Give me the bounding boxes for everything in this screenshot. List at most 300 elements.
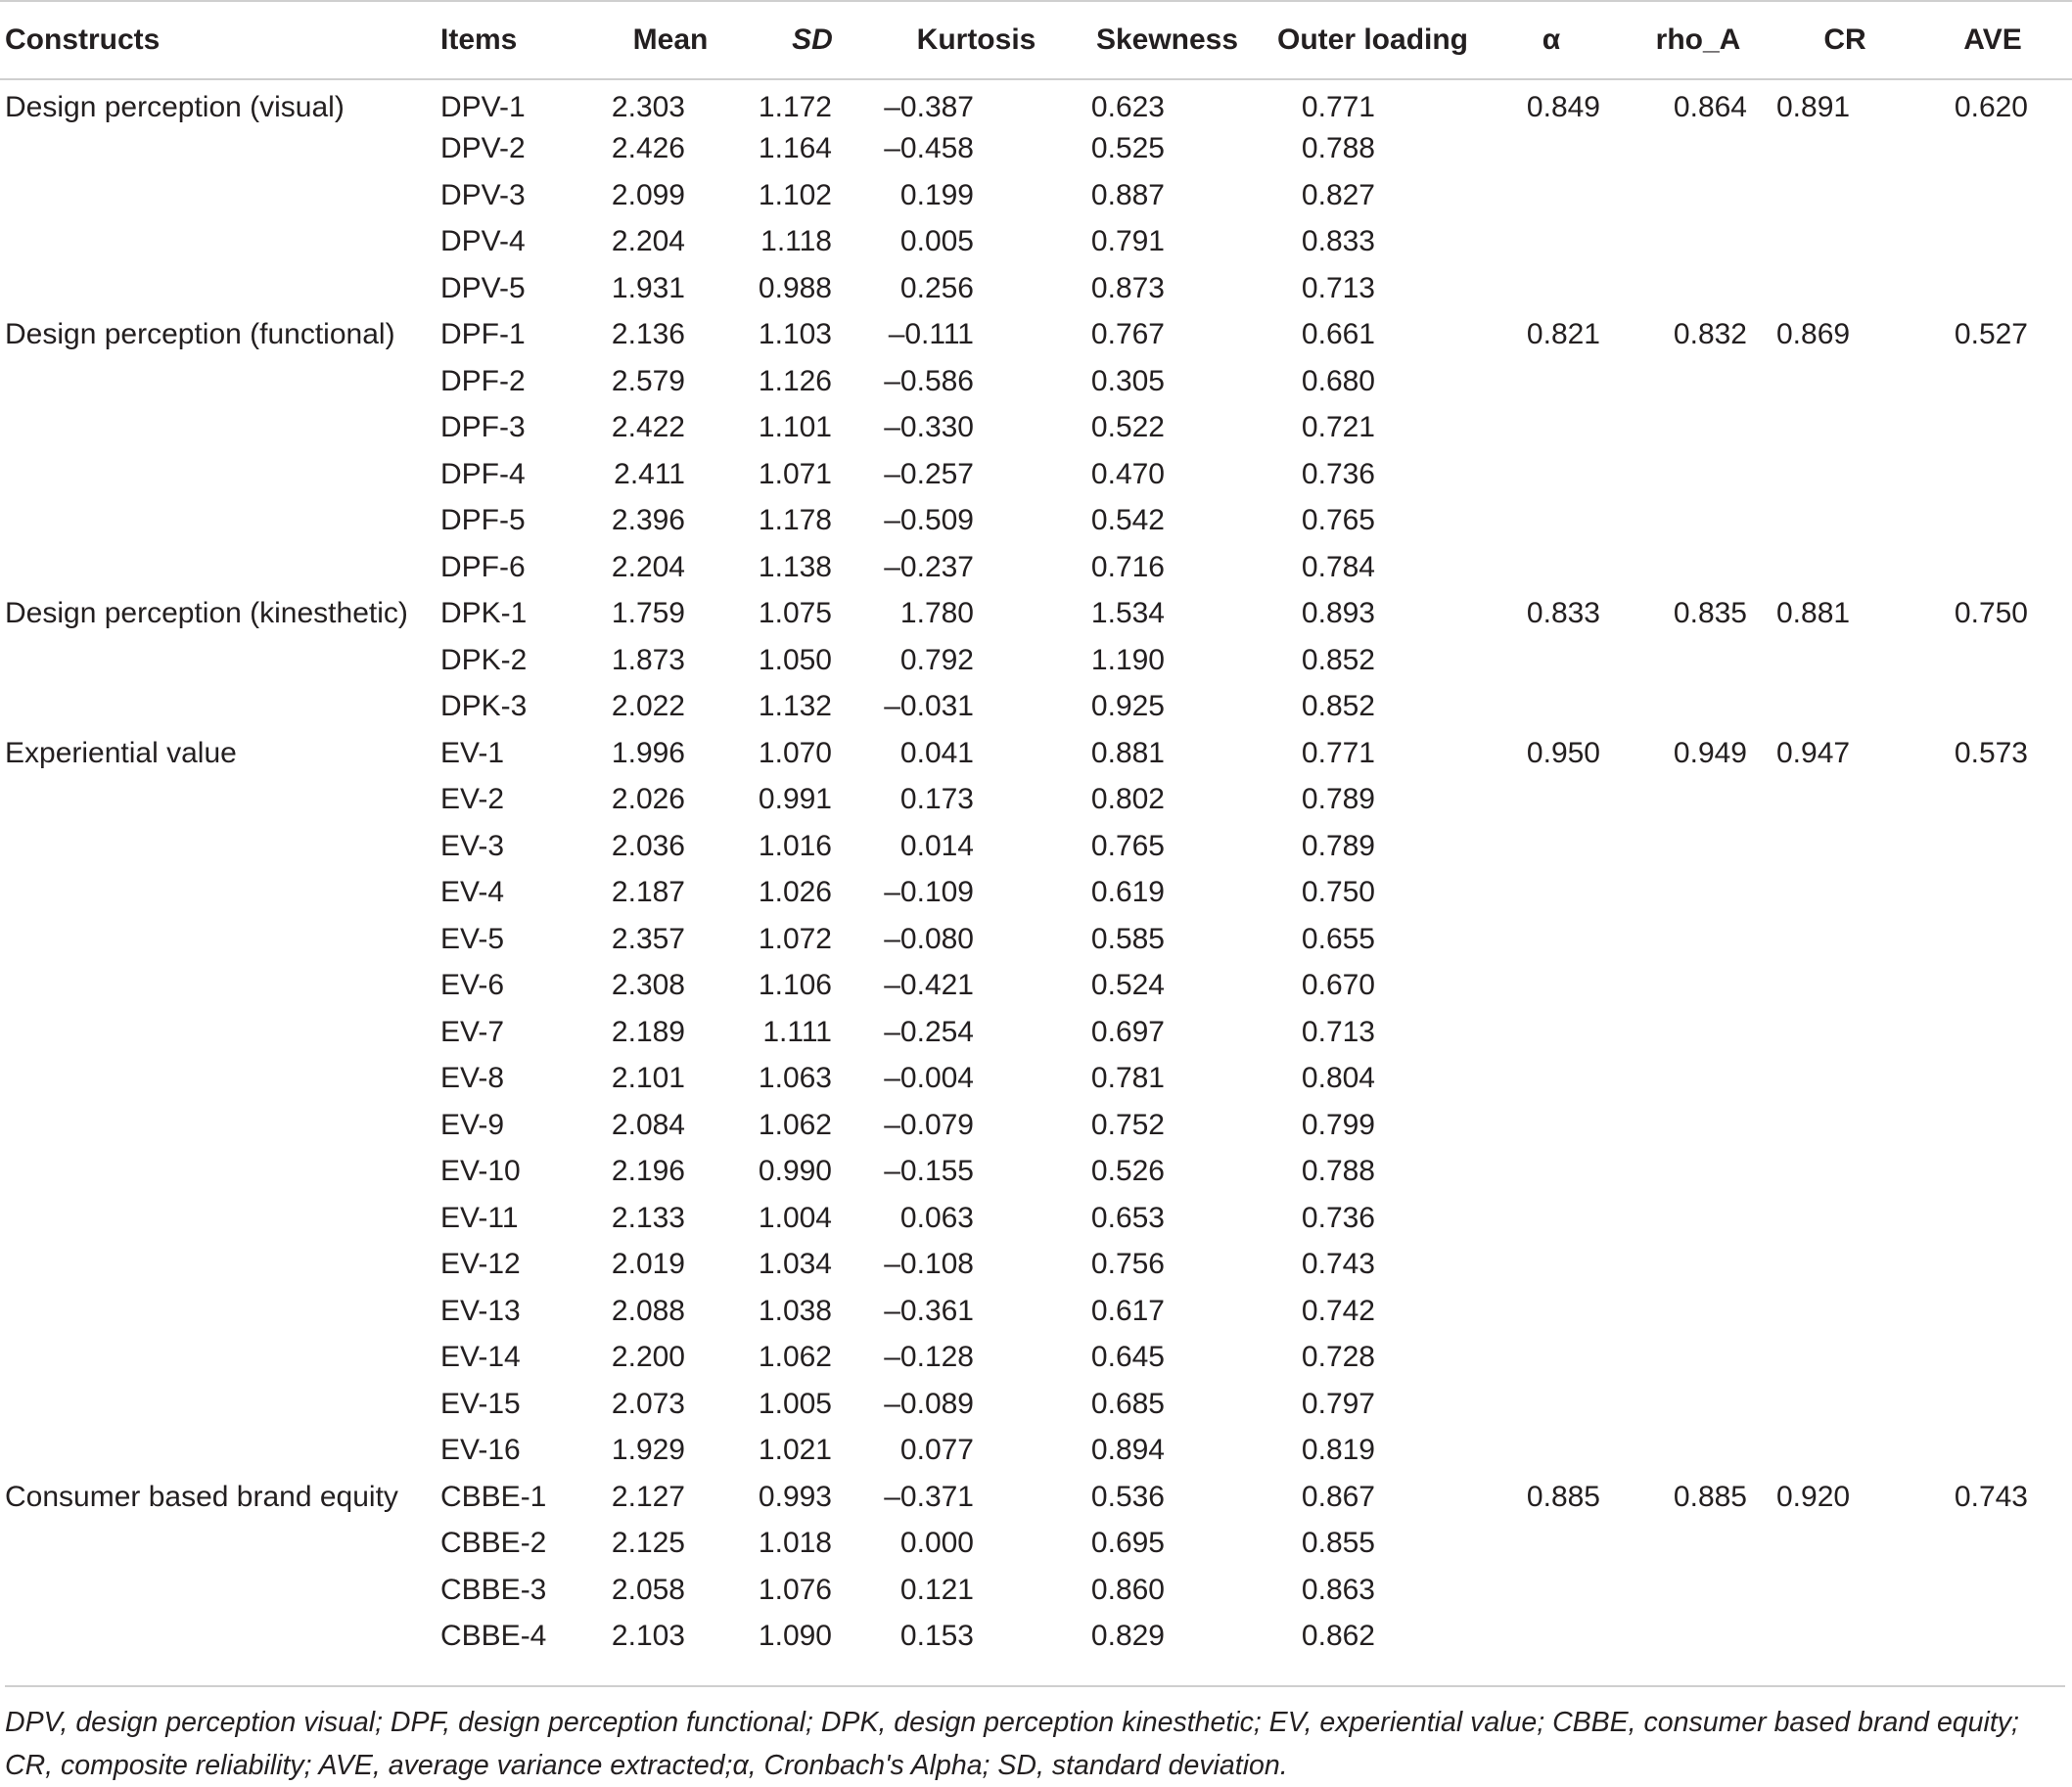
item-cell: EV-6 <box>440 969 505 1002</box>
ave-cell: 0.750 <box>1954 597 2028 630</box>
cr-cell <box>1776 963 1913 1010</box>
kurtosis-cell: 0.121 <box>899 1573 974 1606</box>
item-cell: DPK-1 <box>440 597 528 630</box>
alpha-cell <box>1483 1009 1620 1056</box>
cr-cell <box>1776 498 1913 545</box>
rho-a-cell: 0.949 <box>1673 736 1747 769</box>
ave-cell <box>1913 1567 2072 1614</box>
sd-cell: 1.034 <box>758 1248 832 1281</box>
cr-cell: 0.881 <box>1776 597 1851 630</box>
kurtosis-cell: –0.330 <box>884 411 974 444</box>
rho-a-cell <box>1620 1335 1776 1382</box>
ave-cell <box>1913 498 2072 545</box>
rho-a-cell <box>1620 637 1776 684</box>
construct-cell <box>0 1102 440 1149</box>
ave-cell <box>1913 172 2072 219</box>
alpha-cell: 0.849 <box>1526 91 1600 124</box>
construct-cell: Experiential value <box>5 736 237 769</box>
cr-cell <box>1776 219 1913 266</box>
ave-cell: 0.620 <box>1954 91 2028 124</box>
table-row <box>0 1056 2072 1103</box>
cr-cell <box>1776 1242 1913 1289</box>
kurtosis-cell: –0.257 <box>884 457 974 490</box>
item-cell: EV-16 <box>440 1434 521 1467</box>
header-outer-loading: Outer loading <box>1263 1 1483 79</box>
ave-cell <box>1913 126 2072 173</box>
mean-cell: 2.036 <box>611 829 685 862</box>
table-row <box>0 79 2072 126</box>
outer-loading-cell: 0.852 <box>1301 643 1375 676</box>
table-row <box>0 1567 2072 1614</box>
skewness-cell: 0.765 <box>1090 829 1165 862</box>
outer-loading-cell: 0.765 <box>1301 504 1375 537</box>
table-row <box>0 684 2072 731</box>
table-row <box>0 405 2072 452</box>
kurtosis-cell: –0.031 <box>884 690 974 723</box>
ave-cell <box>1913 1521 2072 1568</box>
cr-cell <box>1776 1149 1913 1196</box>
alpha-cell <box>1483 1521 1620 1568</box>
kurtosis-cell: 0.173 <box>899 783 974 816</box>
sd-cell: 1.004 <box>758 1201 832 1234</box>
ave-cell <box>1913 544 2072 591</box>
alpha-cell <box>1483 963 1620 1010</box>
outer-loading-cell: 0.670 <box>1301 969 1375 1002</box>
skewness-cell: 0.617 <box>1090 1294 1165 1327</box>
skewness-cell: 0.653 <box>1090 1201 1165 1234</box>
table-row <box>0 1381 2072 1428</box>
mean-cell: 2.579 <box>611 364 685 397</box>
item-cell: EV-11 <box>440 1201 519 1234</box>
sd-cell: 1.106 <box>758 969 832 1002</box>
ave-cell <box>1913 1288 2072 1335</box>
table-row <box>0 1149 2072 1196</box>
sd-cell: 1.101 <box>758 411 832 444</box>
construct-cell <box>0 405 440 452</box>
kurtosis-cell: –0.237 <box>884 550 974 583</box>
rho-a-cell <box>1620 1195 1776 1242</box>
construct-cell <box>0 1335 440 1382</box>
sd-cell: 1.172 <box>758 91 832 124</box>
kurtosis-cell: –0.111 <box>888 318 974 351</box>
rho-a-cell <box>1620 777 1776 824</box>
skewness-cell: 0.873 <box>1090 271 1165 304</box>
mean-cell: 2.204 <box>611 550 685 583</box>
alpha-cell <box>1483 916 1620 963</box>
sd-cell: 1.026 <box>758 876 832 909</box>
table-row <box>0 1335 2072 1382</box>
ave-cell <box>1913 1149 2072 1196</box>
outer-loading-cell: 0.655 <box>1301 922 1375 955</box>
skewness-cell: 0.619 <box>1090 876 1165 909</box>
alpha-cell: 0.885 <box>1526 1480 1600 1513</box>
construct-cell: Consumer based brand equity <box>5 1480 398 1513</box>
mean-cell: 2.073 <box>611 1387 685 1420</box>
alpha-cell <box>1483 1288 1620 1335</box>
cr-cell <box>1776 916 1913 963</box>
header-items: Items <box>440 1 597 79</box>
skewness-cell: 0.802 <box>1090 783 1165 816</box>
mean-cell: 2.303 <box>611 91 685 124</box>
kurtosis-cell: 0.792 <box>899 643 974 676</box>
ave-cell: 0.527 <box>1954 318 2028 351</box>
kurtosis-cell: 0.005 <box>899 225 974 258</box>
ave-cell <box>1913 1102 2072 1149</box>
alpha-cell <box>1483 544 1620 591</box>
header-ave: AVE <box>1913 1 2072 79</box>
skewness-cell: 1.190 <box>1090 643 1165 676</box>
ave-cell <box>1913 1195 2072 1242</box>
skewness-cell: 0.525 <box>1090 132 1165 165</box>
rho-a-cell <box>1620 1428 1776 1475</box>
rho-a-cell: 0.864 <box>1673 91 1747 124</box>
cr-cell <box>1776 1381 1913 1428</box>
table-row <box>0 1474 2072 1521</box>
rho-a-cell <box>1620 126 1776 173</box>
cr-cell: 0.869 <box>1776 318 1851 351</box>
table-row <box>0 823 2072 870</box>
outer-loading-cell: 0.680 <box>1301 364 1375 397</box>
cr-cell <box>1776 126 1913 173</box>
cr-cell <box>1776 358 1913 405</box>
skewness-cell: 0.756 <box>1090 1248 1165 1281</box>
kurtosis-cell: 0.077 <box>899 1434 974 1467</box>
alpha-cell <box>1483 1614 1620 1678</box>
mean-cell: 2.357 <box>611 922 685 955</box>
outer-loading-cell: 0.862 <box>1301 1619 1375 1652</box>
construct-cell <box>0 172 440 219</box>
skewness-cell: 0.767 <box>1090 318 1165 351</box>
construct-cell <box>0 684 440 731</box>
alpha-cell <box>1483 405 1620 452</box>
item-cell: EV-4 <box>440 876 505 909</box>
construct-cell <box>0 777 440 824</box>
table-row <box>0 312 2072 359</box>
cr-cell <box>1776 1009 1913 1056</box>
kurtosis-cell: 0.000 <box>899 1527 974 1560</box>
skewness-cell: 0.781 <box>1090 1062 1165 1095</box>
construct-cell: Design perception (functional) <box>5 318 395 351</box>
item-cell: DPV-1 <box>440 91 526 124</box>
mean-cell: 2.103 <box>611 1619 685 1652</box>
table-row <box>0 591 2072 638</box>
outer-loading-cell: 0.771 <box>1301 91 1375 124</box>
header-constructs: Constructs <box>0 1 440 79</box>
outer-loading-cell: 0.833 <box>1301 225 1375 258</box>
mean-cell: 2.125 <box>611 1527 685 1560</box>
sd-cell: 0.988 <box>758 271 832 304</box>
construct-cell <box>0 1056 440 1103</box>
cr-cell <box>1776 1288 1913 1335</box>
item-cell: DPF-6 <box>440 550 526 583</box>
alpha-cell <box>1483 451 1620 498</box>
rho-a-cell <box>1620 172 1776 219</box>
ave-cell <box>1913 451 2072 498</box>
ave-cell <box>1913 358 2072 405</box>
skewness-cell: 0.542 <box>1090 504 1165 537</box>
construct-cell <box>0 126 440 173</box>
rho-a-cell <box>1620 498 1776 545</box>
outer-loading-cell: 0.863 <box>1301 1573 1375 1606</box>
table-row <box>0 451 2072 498</box>
rho-a-cell <box>1620 1614 1776 1678</box>
skewness-cell: 0.522 <box>1090 411 1165 444</box>
skewness-cell: 0.536 <box>1090 1480 1165 1513</box>
alpha-cell <box>1483 637 1620 684</box>
ave-cell <box>1913 637 2072 684</box>
skewness-cell: 0.881 <box>1090 736 1165 769</box>
header-kurtosis: Kurtosis <box>881 1 1072 79</box>
outer-loading-cell: 0.736 <box>1301 457 1375 490</box>
construct-cell <box>0 1195 440 1242</box>
cr-cell <box>1776 684 1913 731</box>
cr-cell <box>1776 1056 1913 1103</box>
alpha-cell <box>1483 1195 1620 1242</box>
cr-cell: 0.947 <box>1776 736 1851 769</box>
outer-loading-cell: 0.893 <box>1301 597 1375 630</box>
mean-cell: 2.422 <box>611 411 685 444</box>
outer-loading-cell: 0.721 <box>1301 411 1375 444</box>
mean-cell: 1.931 <box>611 271 685 304</box>
alpha-cell <box>1483 777 1620 824</box>
alpha-cell <box>1483 870 1620 917</box>
ave-cell <box>1913 1009 2072 1056</box>
sd-cell: 1.063 <box>758 1062 832 1095</box>
item-cell: DPV-2 <box>440 132 526 165</box>
item-cell: DPV-3 <box>440 178 526 211</box>
rho-a-cell <box>1620 1521 1776 1568</box>
sd-cell: 1.071 <box>758 457 832 490</box>
alpha-cell <box>1483 1381 1620 1428</box>
kurtosis-cell: –0.155 <box>884 1155 974 1188</box>
mean-cell: 2.058 <box>611 1573 685 1606</box>
sd-cell: 1.062 <box>758 1341 832 1374</box>
outer-loading-cell: 0.788 <box>1301 1155 1375 1188</box>
mean-cell: 2.396 <box>611 504 685 537</box>
mean-cell: 2.019 <box>611 1248 685 1281</box>
rho-a-cell <box>1620 963 1776 1010</box>
item-cell: DPF-1 <box>440 318 526 351</box>
kurtosis-cell: 0.153 <box>899 1619 974 1652</box>
kurtosis-cell: 0.014 <box>899 829 974 862</box>
sd-cell: 1.050 <box>758 643 832 676</box>
rho-a-cell <box>1620 451 1776 498</box>
skewness-cell: 0.697 <box>1090 1015 1165 1048</box>
skewness-cell: 0.860 <box>1090 1573 1165 1606</box>
sd-cell: 1.038 <box>758 1294 832 1327</box>
construct-cell <box>0 1242 440 1289</box>
kurtosis-cell: –0.361 <box>884 1294 974 1327</box>
alpha-cell <box>1483 1567 1620 1614</box>
skewness-cell: 0.887 <box>1090 178 1165 211</box>
cr-cell <box>1776 405 1913 452</box>
rho-a-cell <box>1620 823 1776 870</box>
rho-a-cell <box>1620 1242 1776 1289</box>
item-cell: EV-8 <box>440 1062 505 1095</box>
rho-a-cell <box>1620 265 1776 312</box>
outer-loading-cell: 0.799 <box>1301 1108 1375 1141</box>
sd-cell: 1.178 <box>758 504 832 537</box>
ave-cell <box>1913 684 2072 731</box>
sd-cell: 1.062 <box>758 1108 832 1141</box>
rho-a-cell <box>1620 684 1776 731</box>
kurtosis-cell: 0.256 <box>899 271 974 304</box>
table-row <box>0 1195 2072 1242</box>
construct-cell <box>0 870 440 917</box>
rho-a-cell: 0.885 <box>1673 1480 1747 1513</box>
item-cell: EV-9 <box>440 1108 505 1141</box>
sd-cell: 1.018 <box>758 1527 832 1560</box>
skewness-cell: 0.791 <box>1090 225 1165 258</box>
construct-cell: Design perception (visual) <box>5 91 345 124</box>
outer-loading-cell: 0.728 <box>1301 1341 1375 1374</box>
alpha-cell <box>1483 1335 1620 1382</box>
rho-a-cell <box>1620 1056 1776 1103</box>
rho-a-cell: 0.832 <box>1673 318 1747 351</box>
skewness-cell: 0.716 <box>1090 550 1165 583</box>
skewness-cell: 0.685 <box>1090 1387 1165 1420</box>
skewness-cell: 0.524 <box>1090 969 1165 1002</box>
kurtosis-cell: –0.079 <box>884 1108 974 1141</box>
cr-cell <box>1776 1428 1913 1475</box>
outer-loading-cell: 0.661 <box>1301 318 1375 351</box>
sd-cell: 1.005 <box>758 1387 832 1420</box>
cr-cell <box>1776 172 1913 219</box>
construct-cell <box>0 1149 440 1196</box>
header-skewness: Skewness <box>1072 1 1263 79</box>
kurtosis-cell: –0.109 <box>884 876 974 909</box>
cr-cell: 0.920 <box>1776 1480 1851 1513</box>
sd-cell: 1.021 <box>758 1434 832 1467</box>
skewness-cell: 0.470 <box>1090 457 1165 490</box>
skewness-cell: 1.534 <box>1090 597 1165 630</box>
item-cell: CBBE-3 <box>440 1573 547 1606</box>
skewness-cell: 0.925 <box>1090 690 1165 723</box>
ave-cell <box>1913 1381 2072 1428</box>
kurtosis-cell: –0.128 <box>884 1341 974 1374</box>
item-cell: DPF-4 <box>440 457 526 490</box>
sd-cell: 0.990 <box>758 1155 832 1188</box>
table-row <box>0 1521 2072 1568</box>
item-cell: EV-13 <box>440 1294 521 1327</box>
construct-cell <box>0 823 440 870</box>
table-row <box>0 730 2072 777</box>
skewness-cell: 0.526 <box>1090 1155 1165 1188</box>
item-cell: EV-5 <box>440 922 505 955</box>
mean-cell: 1.873 <box>611 643 685 676</box>
mean-cell: 2.187 <box>611 876 685 909</box>
item-cell: EV-14 <box>440 1341 521 1374</box>
outer-loading-cell: 0.867 <box>1301 1480 1375 1513</box>
table-row <box>0 1009 2072 1056</box>
outer-loading-cell: 0.855 <box>1301 1527 1375 1560</box>
table-footnote: DPV, design perception visual; DPF, design perception functional; DPK, design perception kinesthetic; EV, experiential value; CBBE, consumer based brand equity; CR, composite reliability; AVE, average variance extracted;α, Cronbach's Alpha; SD, standard deviation. <box>5 1685 2065 1787</box>
construct-cell <box>0 637 440 684</box>
table-row <box>0 498 2072 545</box>
alpha-cell <box>1483 1242 1620 1289</box>
construct-cell <box>0 963 440 1010</box>
header-rho-a: rho_A <box>1620 1 1776 79</box>
header-mean: Mean <box>597 1 744 79</box>
outer-loading-cell: 0.736 <box>1301 1201 1375 1234</box>
cr-cell <box>1776 1614 1913 1678</box>
kurtosis-cell: –0.509 <box>884 504 974 537</box>
sd-cell: 1.118 <box>760 225 832 258</box>
alpha-cell <box>1483 1428 1620 1475</box>
alpha-cell: 0.821 <box>1526 318 1600 351</box>
mean-cell: 2.411 <box>614 457 685 490</box>
table-row <box>0 172 2072 219</box>
sd-cell: 1.072 <box>758 922 832 955</box>
alpha-cell <box>1483 498 1620 545</box>
ave-cell <box>1913 405 2072 452</box>
cr-cell <box>1776 451 1913 498</box>
outer-loading-cell: 0.750 <box>1301 876 1375 909</box>
outer-loading-cell: 0.797 <box>1301 1387 1375 1420</box>
cr-cell <box>1776 870 1913 917</box>
sd-cell: 1.075 <box>758 597 832 630</box>
skewness-cell: 0.695 <box>1090 1527 1165 1560</box>
sd-cell: 1.102 <box>758 178 832 211</box>
kurtosis-cell: –0.371 <box>884 1480 974 1513</box>
alpha-cell <box>1483 823 1620 870</box>
cr-cell: 0.891 <box>1776 91 1851 124</box>
ave-cell <box>1913 1428 2072 1475</box>
kurtosis-cell: –0.108 <box>884 1248 974 1281</box>
mean-cell: 1.759 <box>611 597 685 630</box>
mean-cell: 2.022 <box>611 690 685 723</box>
sd-cell: 1.111 <box>762 1015 832 1048</box>
kurtosis-cell: –0.458 <box>884 132 974 165</box>
outer-loading-cell: 0.789 <box>1301 783 1375 816</box>
construct-cell <box>0 451 440 498</box>
mean-cell: 2.088 <box>611 1294 685 1327</box>
outer-loading-cell: 0.789 <box>1301 829 1375 862</box>
outer-loading-cell: 0.743 <box>1301 1248 1375 1281</box>
alpha-cell <box>1483 1102 1620 1149</box>
sd-cell: 1.070 <box>758 736 832 769</box>
construct-cell <box>0 1428 440 1475</box>
table-row <box>0 219 2072 266</box>
kurtosis-cell: –0.089 <box>884 1387 974 1420</box>
construct-cell <box>0 1288 440 1335</box>
skewness-cell: 0.623 <box>1090 91 1165 124</box>
mean-cell: 2.196 <box>611 1155 685 1188</box>
outer-loading-cell: 0.788 <box>1301 132 1375 165</box>
table-row <box>0 963 2072 1010</box>
cr-cell <box>1776 637 1913 684</box>
ave-cell <box>1913 1614 2072 1678</box>
outer-loading-cell: 0.819 <box>1301 1434 1375 1467</box>
rho-a-cell <box>1620 1009 1776 1056</box>
mean-cell: 2.084 <box>611 1108 685 1141</box>
item-cell: DPV-5 <box>440 271 526 304</box>
outer-loading-cell: 0.784 <box>1301 550 1375 583</box>
ave-cell: 0.743 <box>1954 1480 2028 1513</box>
alpha-cell: 0.833 <box>1526 597 1600 630</box>
construct-cell <box>0 1567 440 1614</box>
skewness-cell: 0.752 <box>1090 1108 1165 1141</box>
kurtosis-cell: –0.387 <box>884 91 974 124</box>
rho-a-cell <box>1620 1149 1776 1196</box>
table-row <box>0 544 2072 591</box>
mean-cell: 1.929 <box>611 1434 685 1467</box>
kurtosis-cell: 0.041 <box>899 736 974 769</box>
cr-cell <box>1776 1195 1913 1242</box>
rho-a-cell <box>1620 1102 1776 1149</box>
ave-cell <box>1913 265 2072 312</box>
alpha-cell <box>1483 219 1620 266</box>
